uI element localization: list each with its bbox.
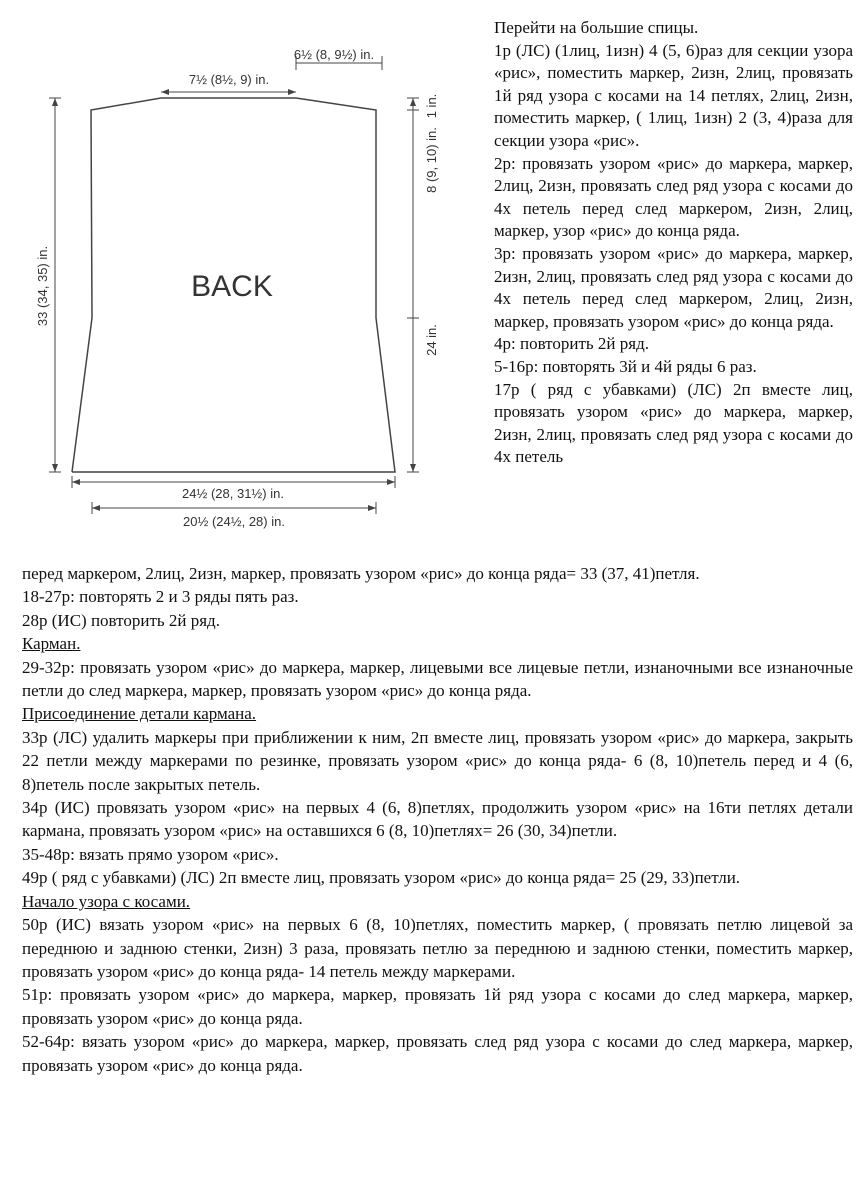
label-hip-width: 24½ (28, 31½) in. [182,486,284,501]
instruction-paragraph: 50р (ИС) вязать узором «рис» на первых 6 (8, 10)петлях, поместить маркер, ( провязать петлю лицевой за переднюю и заднюю стенки, 2изн) 3 раза, провязать петлю за переднюю и заднюю стенки, поместить маркер, провязать узором «рис» до конца ряда- 14 петель между маркерами. [22,915,853,981]
instruction-paragraph: Перейти на большие спицы. [494,18,699,37]
instruction-paragraph: 1р (ЛС) (1лиц, 1изн) 4 (5, 6)раз для секции узора «рис», поместить маркер, 2изн, 2лиц, провязать 1й ряд узора с косами на 14 петлях, 2лиц, 2изн, поместить маркер, ( 1лиц, 1изн) 2 (3, 4)раза для секции узора «рис». [494,40,853,150]
instruction-paragraph: 35-48р: вязать прямо узором «рис». [22,844,279,864]
instruction-paragraph: 29-32р: провязать узором «рис» до маркера, маркер, лицевыми все лицевые петли, изнаночными все изнаночные петли до след маркера, маркер, провязать узором «рис» до конца ряда. [22,657,853,701]
label-total-length: 33 (34, 35) in. [35,245,50,327]
label-side-length: 24 in. [424,324,439,356]
instruction-paragraph: 5-16р: повторять 3й и 4й ряды 6 раз. [494,356,757,376]
instructions-right-column [494,17,853,469]
instruction-paragraph: 28р (ИС) повторить 2й ряд. [22,610,220,630]
instruction-paragraph: 17р ( ряд с убавками) (ЛС) 2п вместе лиц, провязать узором «рис» до маркера, маркер, 2изн, 2лиц, провязать след ряд узора с косами до 4х петель [494,379,853,467]
instruction-paragraph: 3р: провязать узором «рис» до маркера, маркер, 2изн, 2лиц, провязать след ряд узора с косами до 4х петель перед след маркером, 2лиц, 2изн, маркер, провязать узором «рис» до конца ряда. [494,243,853,331]
label-top-neck: 6½ (8, 9½) in. [293,47,375,62]
section-heading-pocket: Карман. [22,634,81,654]
instruction-paragraph: 18-27р: повторять 2 и 3 ряды пять раз. [22,587,299,607]
back-schematic [0,0,480,560]
label-armhole: 8 (9, 10) in. [424,127,439,193]
instruction-paragraph: 2р: провязать узором «рис» до маркера, маркер, 2лиц, 2изн, провязать след ряд узора с косами до 4х петель перед след маркером, 2изн, 2лиц, маркер, узор «рис» до конца ряда. [494,153,853,241]
instructions-full-width [22,562,853,1077]
schematic-title: BACK [191,270,273,303]
instruction-paragraph: перед маркером, 2лиц, 2изн, маркер, провязать узором «рис» до конца ряда= 33 (37, 41)петля. [22,564,700,583]
label-rib-width: 20½ (24½, 28) in. [183,514,285,529]
section-heading-pocket-join: Присоединение детали кармана. [22,704,257,724]
instruction-paragraph: 52-64р: вязать узором «рис» до маркера, маркер, провязать след ряд узора с косами до след маркера, маркер, провязать узором «рис» до конца ряда. [22,1032,853,1075]
instruction-paragraph: 33р (ЛС) удалить маркеры при приближении к ним, 2п вместе лиц, провязать узором «рис» до маркера, закрыть 22 петли между маркерами по резинке, провязать узором «рис» до конца ряда- 6 (8, 10)петель перед и 4 (6, 8)петель после закрытых петель. [22,727,853,794]
label-shoulder-drop: 1 in. [424,93,439,119]
section-heading-cable: Начало узора с косами. [22,891,191,911]
instruction-paragraph: 51р: провязать узором «рис» до маркера, маркер, провязать 1й ряд узора с косами до след маркера, маркер, провязать узором «рис» до конца ряда. [22,985,853,1028]
instruction-paragraph: 4р: повторить 2й ряд. [494,334,649,354]
instruction-paragraph: 49р ( ряд с убавками) (ЛС) 2п вместе лиц, провязать узором «рис» до конца ряда= 25 (29, 33)петли. [22,868,741,888]
instruction-paragraph: 34р (ИС) провязать узором «рис» на первых 4 (6, 8)петлях, продолжить узором «рис» на 16ти петлях детали кармана, провязать узором «рис» на оставшихся 6 (8, 10)петлях= 26 (30, 34)петли. [22,798,853,841]
label-shoulder: 7½ (8½, 9) in. [188,72,270,87]
